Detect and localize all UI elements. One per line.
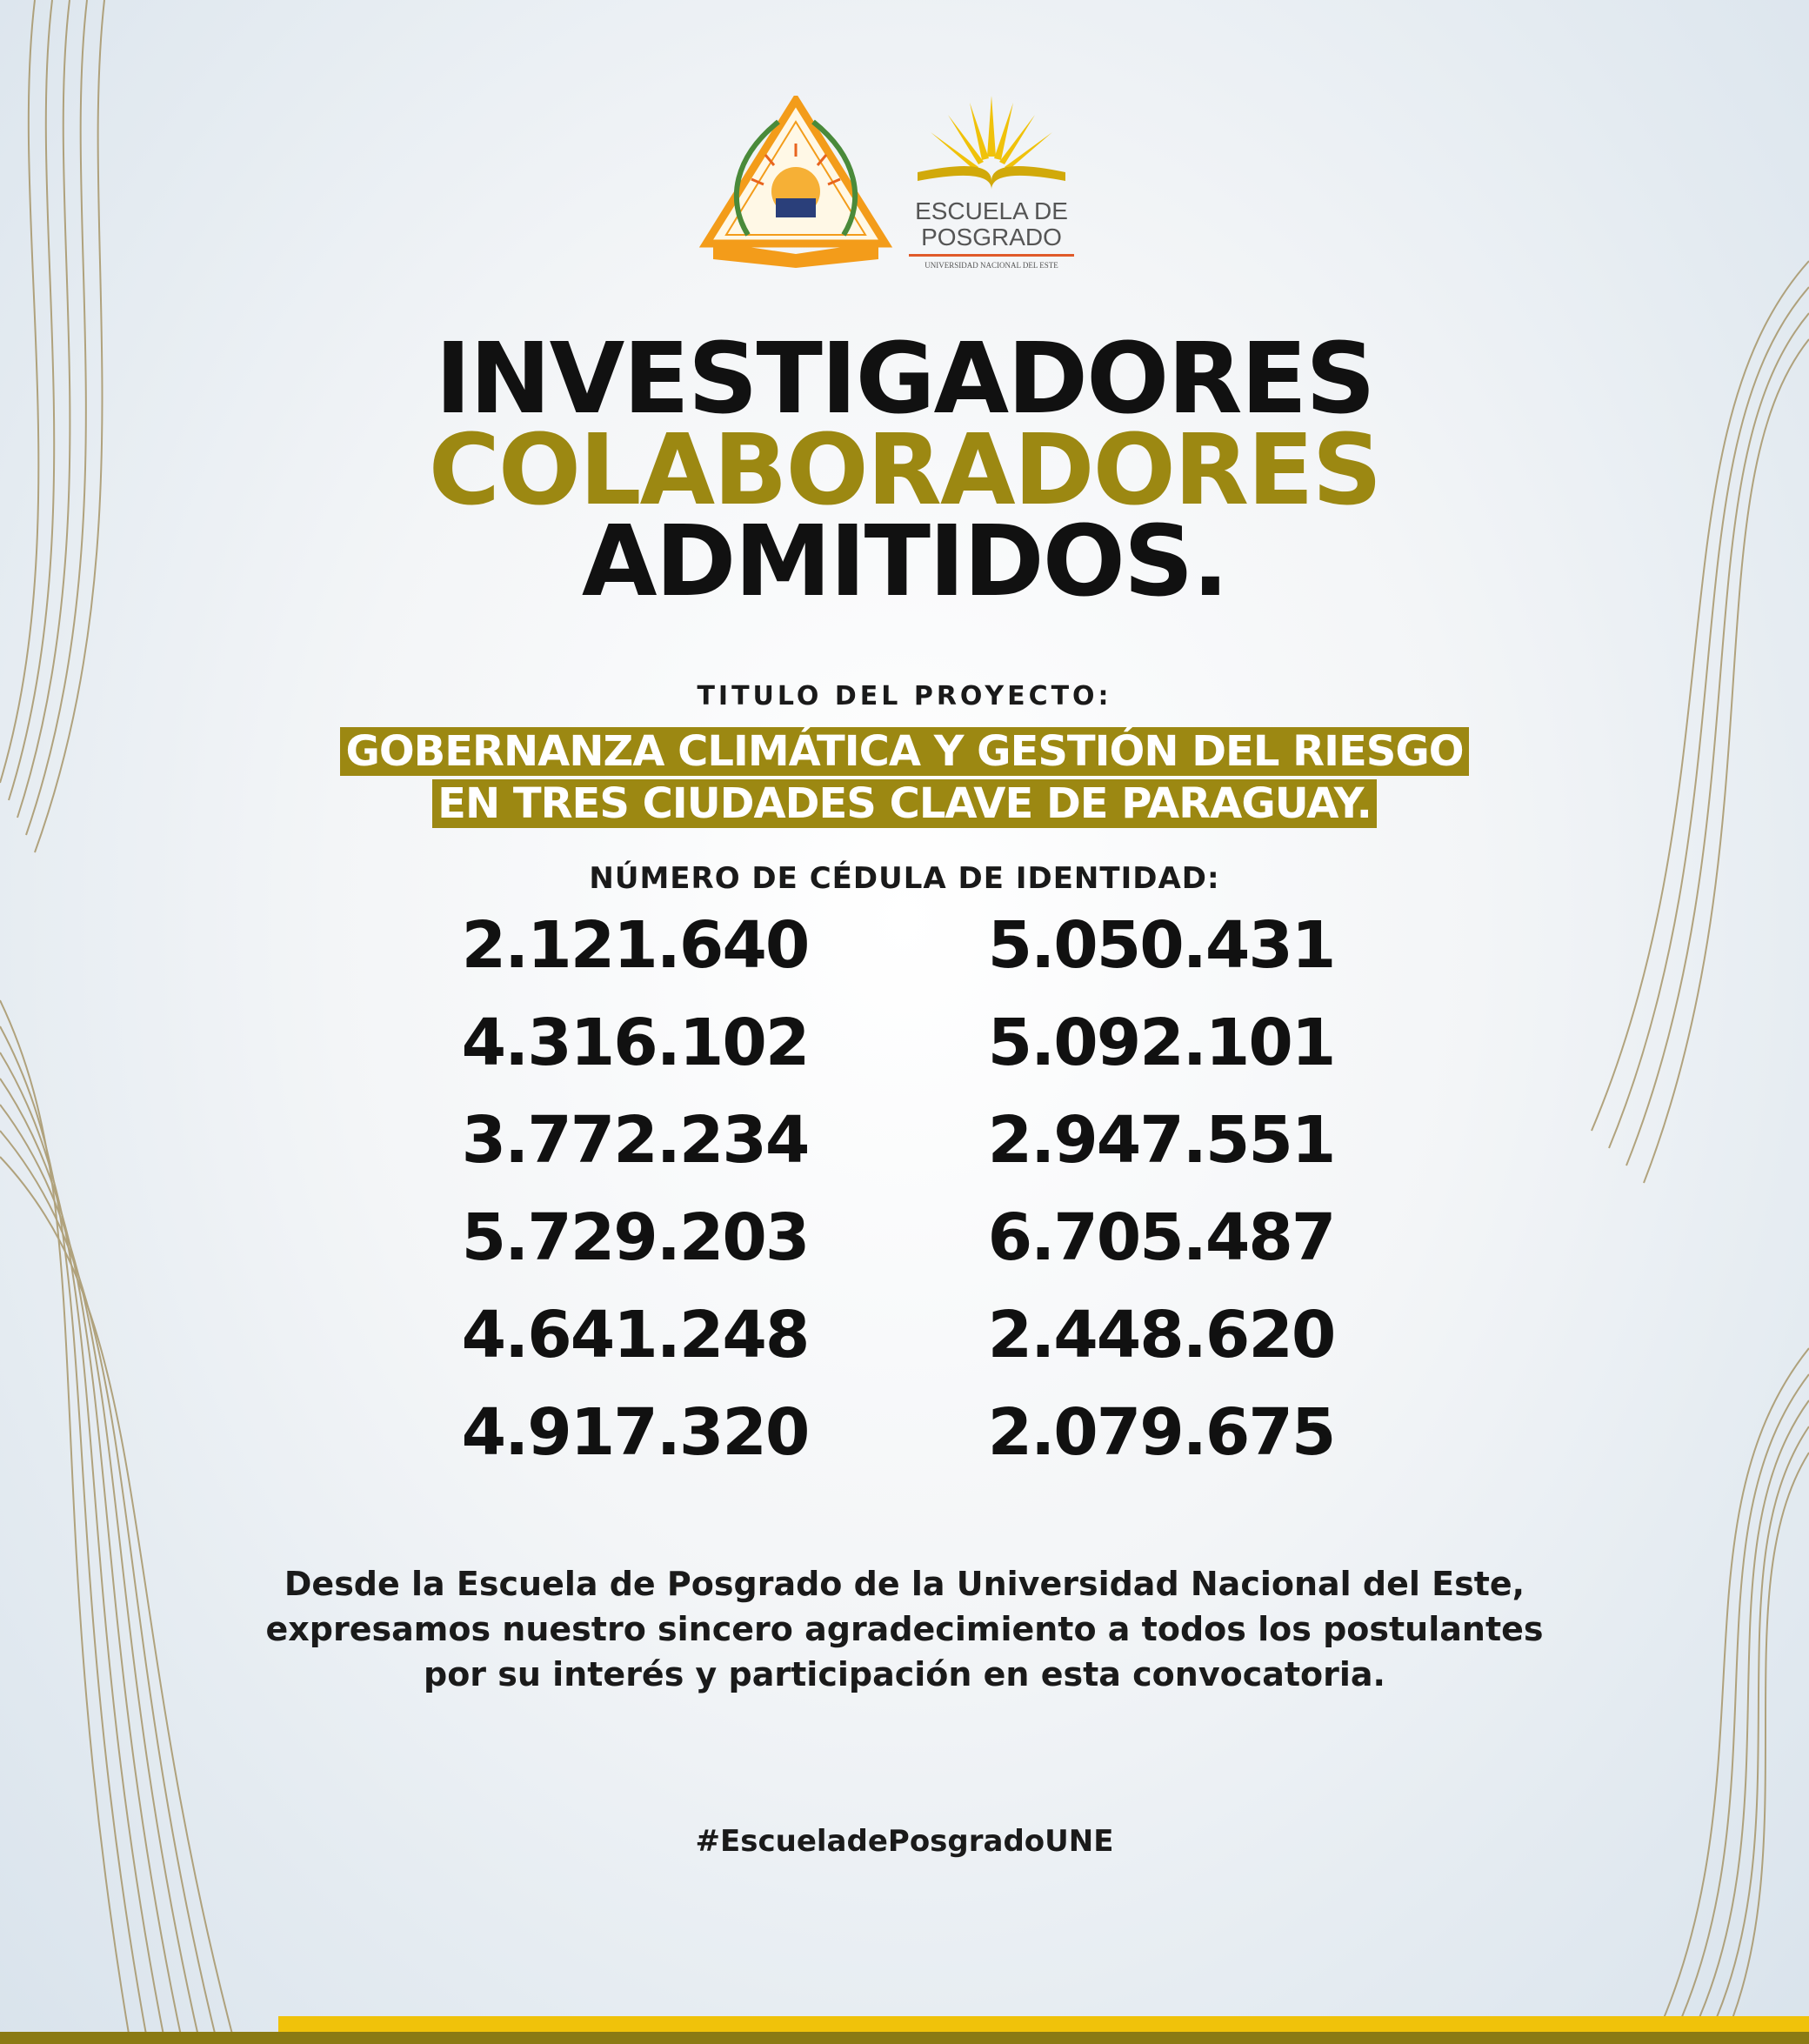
project-title-label: TITULO DEL PROYECTO: xyxy=(697,681,1112,711)
heading-line-investigadores: INVESTIGADORES xyxy=(435,323,1374,436)
id-number-left-6: 4.917.320 xyxy=(461,1395,809,1470)
id-number-left-2: 4.316.102 xyxy=(461,1005,809,1080)
footer-accent-bar-yellow xyxy=(278,2016,1809,2032)
project-title-line1: GOBERNANZA CLIMÁTICA Y GESTIÓN DEL RIESGO xyxy=(340,727,1468,776)
posgrado-title-line1: ESCUELA DE xyxy=(915,197,1068,224)
heading-line-colaboradores: COLABORADORES xyxy=(428,414,1381,527)
id-number-left-4: 5.729.203 xyxy=(461,1200,809,1275)
id-number-left-3: 3.772.234 xyxy=(461,1103,809,1178)
heading-line-admitidos: ADMITIDOS. xyxy=(581,505,1228,618)
posgrado-title-line2: POSGRADO xyxy=(921,224,1062,250)
id-number-right-2: 5.092.101 xyxy=(987,1005,1335,1080)
escuela-posgrado-logo xyxy=(909,96,1074,278)
thanks-line-1: Desde la Escuela de Posgrado de la Universidad Nacional del Este, xyxy=(284,1565,1525,1603)
posgrado-subtitle: UNIVERSIDAD NACIONAL DEL ESTE xyxy=(925,261,1058,270)
thanks-line-2: expresamos nuestro sincero agradecimiento a todos los postulantes xyxy=(265,1610,1544,1648)
hashtag: #EscueladePosgradoUNE xyxy=(695,1824,1114,1859)
id-number-right-3: 2.947.551 xyxy=(987,1103,1335,1178)
project-title-line2: EN TRES CIUDADES CLAVE DE PARAGUAY. xyxy=(432,779,1377,828)
project-title xyxy=(0,727,1809,832)
id-number-right-4: 6.705.487 xyxy=(987,1200,1335,1275)
id-number-label: NÚMERO DE CÉDULA DE IDENTIDAD: xyxy=(589,861,1220,896)
posgrado-underline xyxy=(909,254,1074,257)
logo-area xyxy=(0,96,1809,278)
id-number-left-1: 2.121.640 xyxy=(461,908,809,983)
id-number-right-6: 2.079.675 xyxy=(987,1395,1335,1470)
id-number-right-1: 5.050.431 xyxy=(987,908,1335,983)
thanks-message xyxy=(217,1561,1592,1697)
une-seal-logo xyxy=(696,96,896,270)
footer-accent-bar-gold xyxy=(0,2032,1809,2044)
id-number-right-5: 2.448.620 xyxy=(987,1298,1335,1373)
thanks-line-3: por su interés y participación en esta convocatoria. xyxy=(424,1655,1385,1693)
id-number-left-5: 4.641.248 xyxy=(461,1298,809,1373)
